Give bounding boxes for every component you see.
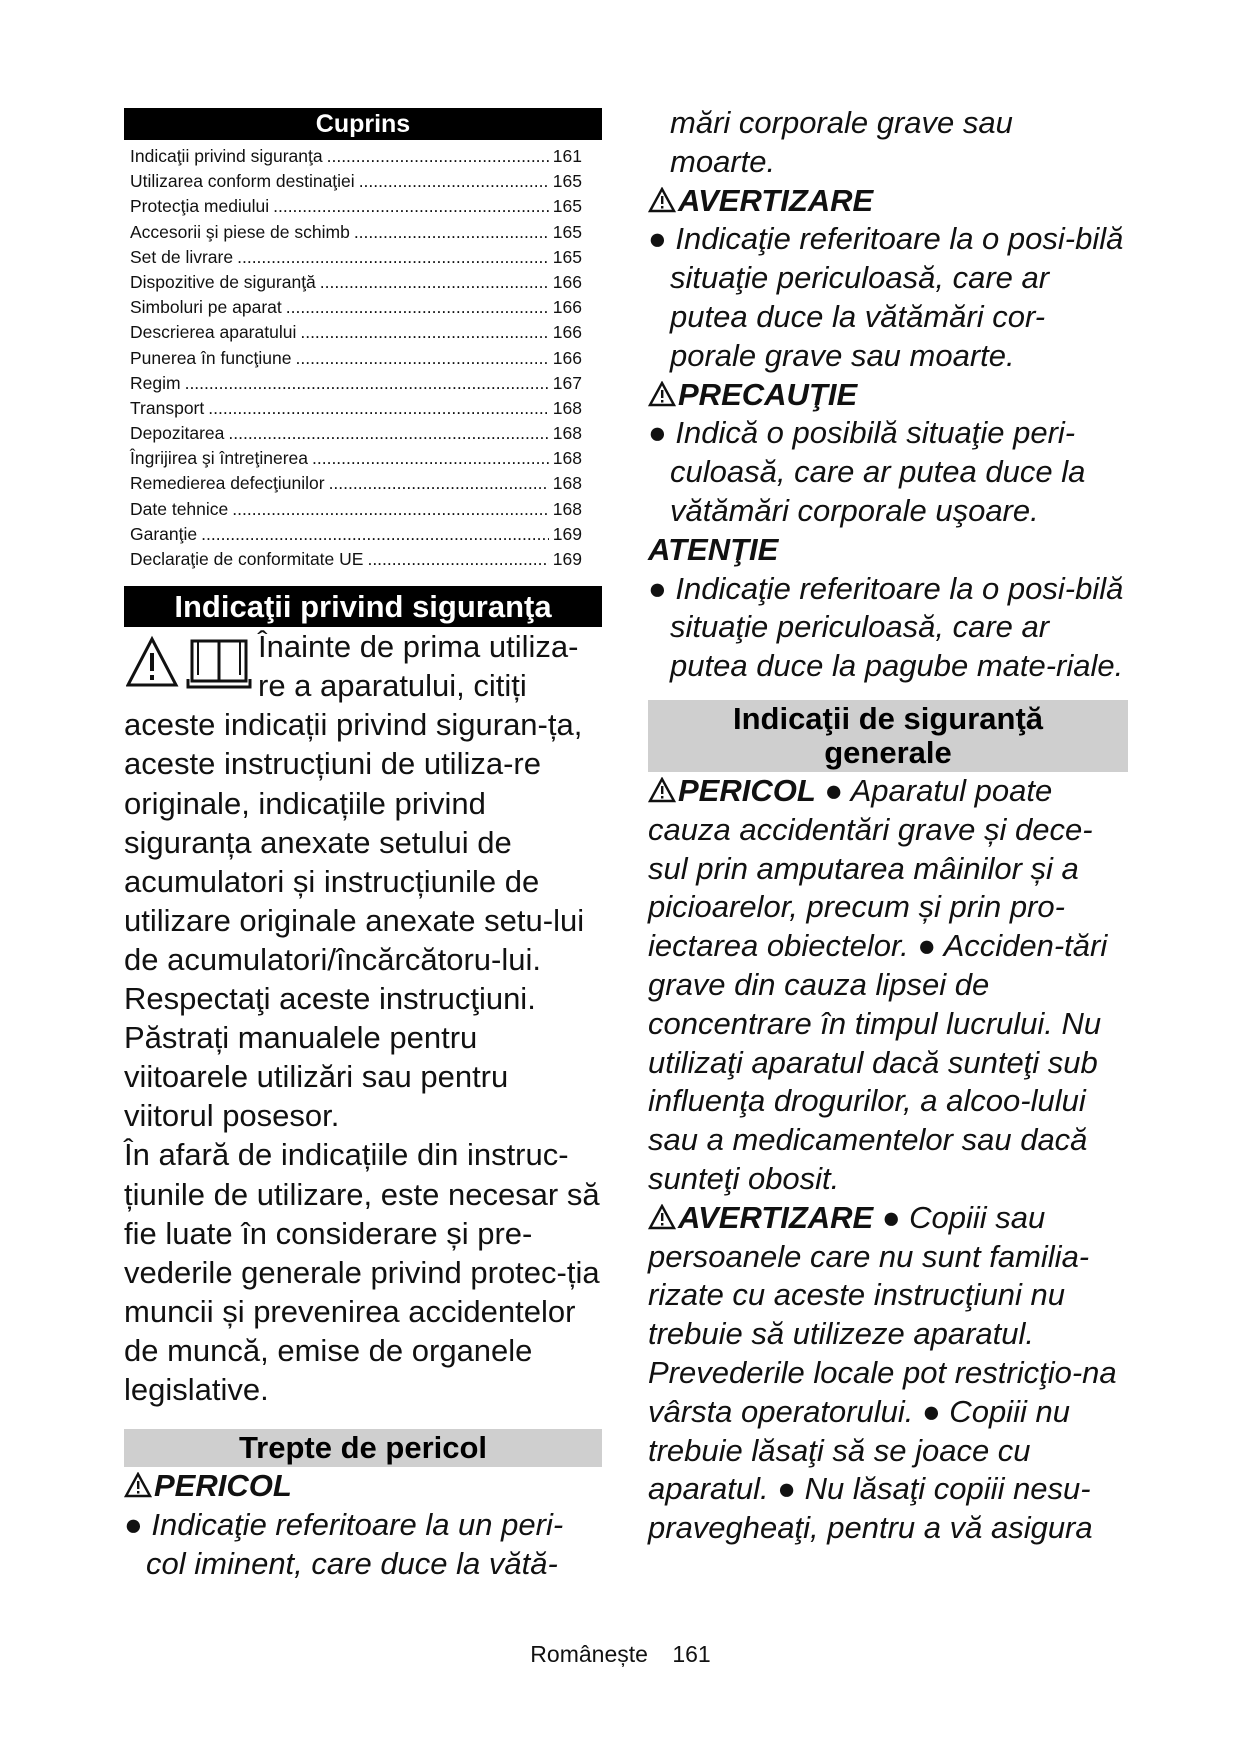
toc-leader-dots [296,346,549,371]
general-avertizare-text: ● Copiii sau persoanele care nu sunt familia-rizate cu aceste instrucţiuni nu trebuie să utilizeze aparatul. Prevederile locale pot restricţio-na vârsta operatorului. ● Copiii nu trebuie lăsaţi să se joace cu aparatul. ● Nu lăsaţi copiii nesu-pravegheaţi, pentru a vă asigura [648,1199,1117,1546]
toc-leader-dots [273,194,549,219]
general-heading-line-1: Indicaţii de siguranţă [732,700,1044,736]
toc-leader-dots [232,497,549,522]
toc-entry[interactable] [124,220,602,245]
avertizare-text: ● Indicaţie referitoare la o posi-bilă situaţie periculoasă, care ar putea duce la vătămări cor-porale grave sau moarte. [648,221,1124,373]
toc-entry-title: Descrierea aparatului [130,322,297,343]
toc-entry-title: Declaraţie de conformitate UE [130,549,364,569]
toc-entry-title: Simboluri pe aparat [130,297,282,318]
toc-leader-dots [312,446,549,471]
toc-entry[interactable] [124,144,602,169]
general-pericol-text: ● Aparatul poate cauza accidentări grave și dece-sul prin amputarea mâinilor și a picioarelor, precum și prin pro-iectarea obiectelor. ● Acciden-tări grave din cauza lipsei de concentrare în timpul lucrului. Nu utilizaţi aparatul dacă sunteţi sub influenţa drogurilor, a alcoo-lului sau a medicamentelor sau dacă sunteţi obosit. [648,772,1108,1196]
toc-entry[interactable] [124,169,602,194]
warning-icon [124,1472,152,1498]
toc-entry-title: Indicaţii privind siguranţa [130,146,323,166]
toc-leader-dots [300,320,548,345]
toc-leader-dots [201,522,549,547]
warning-triangle-icon [128,639,176,685]
toc-entry-page: 169 [552,549,582,569]
general-pericol-paragraph [648,772,1128,1199]
toc-entry[interactable] [124,270,602,295]
toc-entry-page: 168 [552,448,582,469]
intro-line-2: re a aparatului, citiți [258,668,527,704]
toc-entry-page: 165 [552,171,582,192]
precautie-text: ● Indică o posibilă situaţie peri-culoasă, care ar putea duce la vătămări corporale uşoare. [648,415,1086,528]
toc-leader-dots [367,547,548,572]
atentie-label: ATENŢIE [648,531,779,567]
toc-leader-dots [329,471,549,496]
toc-entry[interactable] [124,471,602,496]
toc-entry-page: 166 [552,297,582,318]
avertizare-label: AVERTIZARE [678,182,874,218]
safety-heading: Indicaţii privind siguranţa [124,586,602,627]
atentie-text: ● Indicaţie referitoare la o posi-bilă situaţie periculoasă, care ar putea duce la pagube mate-riale. [648,570,1124,684]
toc-leader-dots [237,245,549,270]
safety-symbols [126,635,254,695]
toc-entry[interactable] [124,245,602,270]
toc-entry-page: 168 [552,473,582,494]
toc-entry-page: 166 [552,322,582,343]
toc-entry-page: 167 [552,372,582,393]
toc-entry-title: Remedierea defecţiunilor [130,473,325,494]
toc-entry-title: Dispozitive de siguranţă [130,271,316,292]
toc-leader-dots [228,421,548,446]
pericol-definition [124,1467,602,1583]
toc-entry[interactable] [124,194,602,219]
toc-entry-page: 168 [552,397,582,418]
toc-entry-page: 166 [552,271,582,292]
toc-entry-title: Accesorii şi piese de schimb [130,221,350,242]
right-column [648,104,1128,1548]
toc-entry[interactable] [124,371,602,396]
toc-leader-dots [286,295,549,320]
toc-entry-title: Protecţia mediului [130,196,270,217]
general-avertizare-label: AVERTIZARE [678,1199,874,1235]
toc-entry[interactable] [124,446,602,471]
safety-intro [124,627,602,1409]
footer-page-number: 161 [672,1641,711,1667]
warning-icon [648,1204,676,1230]
toc-entry[interactable] [124,522,602,547]
general-safety-text [648,772,1128,1548]
precautie-text-body: Indică o posibilă situaţie peri-culoasă, care ar putea duce la vătămări corporale uşoare. [670,415,1086,528]
toc-entry-title: Utilizarea conform destinaţiei [130,171,355,192]
toc-entry[interactable] [124,346,602,371]
toc-entry[interactable] [124,320,602,345]
page-footer [0,1640,1241,1668]
pericol-text-line-2: col iminent, care duce la vătă- [146,1545,558,1581]
toc-entry-title: Set de livrare [130,246,234,267]
table-of-contents [124,144,602,572]
toc-entry-title: Transport [130,397,205,418]
toc-entry-title: Depozitarea [130,423,225,444]
intro-paragraph: aceste indicații privind siguran-ța, aceste instrucțiuni de utiliza-re originale, indicațiile privind siguranța anexate setului de acumulatori și instrucțiunile de utilizare originale anexate setu-lui de acumulatori/încărcătoru-lui. Respectaţi aceste instrucţiuni. Păstrați manualele pentru viitoarele utilizări sau pentru viitorul posesor. [124,707,585,1134]
intro-line-1: Înainte de prima utiliza- [258,629,579,665]
toc-heading: Cuprins [124,108,602,140]
toc-entry-page: 166 [552,347,582,368]
toc-entry-title: Punerea în funcţiune [130,347,292,368]
general-safety-heading [648,700,1128,772]
warning-icon [648,777,676,803]
warning-icon [648,381,676,407]
toc-leader-dots [320,270,549,295]
pericol-label: PERICOL [154,1468,292,1504]
toc-entry-page: 161 [552,146,582,166]
pericol-text-continued: mări corporale grave sau moarte. [670,105,1013,179]
atentie-text-body: Indicaţie referitoare la o posi-bilă situaţie periculoasă, care ar putea duce la pagube mate-riale. [670,570,1124,684]
left-column [124,108,602,1583]
toc-leader-dots [354,220,549,245]
toc-leader-dots [208,396,549,421]
toc-entry-page: 169 [552,523,582,544]
toc-entry[interactable] [124,421,602,446]
general-avertizare-paragraph [648,1199,1128,1548]
legislation-paragraph: În afară de indicațiile din instruc-țiunile de utilizare, este necesar să fie luate în considerare și pre-vederile generale privind protec-ția muncii și prevenirea accidentelor de muncă, emise de organele legislative. [124,1137,600,1407]
precautie-label-line [648,376,1128,415]
toc-entry-title: Date tehnice [130,498,229,519]
toc-entry-title: Îngrijirea şi întreţinerea [130,448,308,469]
pericol-label-line [124,1467,602,1506]
general-pericol-label: PERICOL [678,772,816,808]
toc-entry-page: 168 [552,498,582,519]
footer-language: Românește [530,1641,648,1667]
toc-entry-page: 165 [552,196,582,217]
warning-icon [648,187,676,213]
read-manual-icon [188,641,250,687]
toc-entry-title: Regim [130,372,181,393]
toc-entry[interactable] [124,497,602,522]
toc-entry-page: 165 [552,221,582,242]
avertizare-text-body: Indicaţie referitoare la o posi-bilă situaţie periculoasă, care ar putea duce la vătămări cor-porale grave sau moarte. [670,221,1124,373]
precautie-label: PRECAUŢIE [678,376,858,412]
toc-entry-title: Garanţie [130,523,198,544]
toc-entry[interactable] [124,547,602,572]
pericol-text-1: Indicaţie referitoare la un peri- [151,1506,564,1542]
general-heading-line-2: generale [824,734,952,770]
toc-entry[interactable] [124,295,602,320]
danger-levels-continued [648,104,1128,686]
toc-leader-dots [185,371,549,396]
danger-levels-heading: Trepte de pericol [124,1429,602,1467]
toc-leader-dots [359,169,549,194]
avertizare-label-line [648,182,1128,221]
toc-entry-page: 168 [552,423,582,444]
toc-entry[interactable] [124,396,602,421]
pericol-text-line-1: ● Indicaţie referitoare la un peri- [124,1506,564,1542]
toc-leader-dots [327,144,549,169]
toc-entry-page: 165 [552,246,582,267]
